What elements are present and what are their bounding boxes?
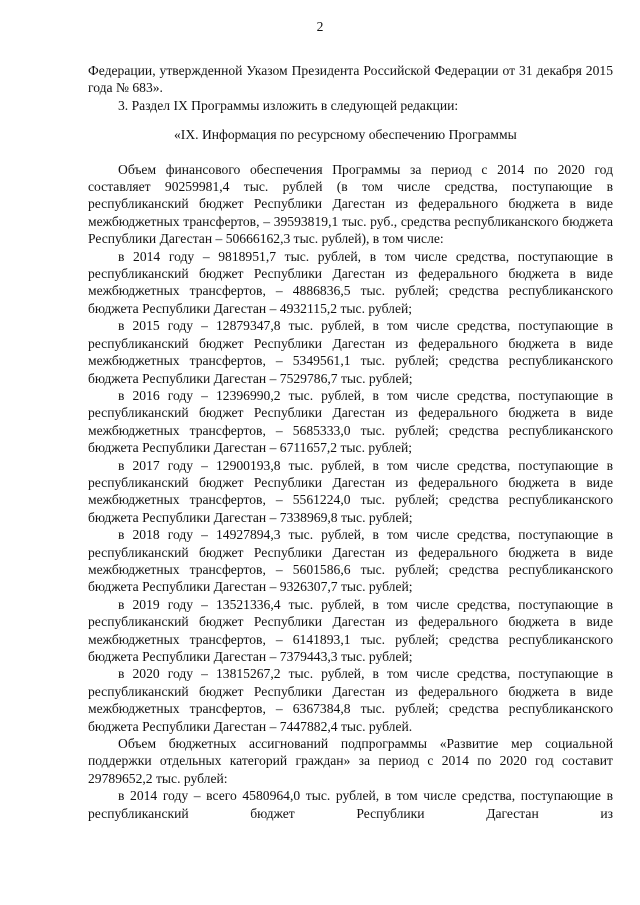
paragraph-subprogram-funding: Объем бюджетных ассигнований подпрограммы «Развитие мер социальной поддержки отдельных категорий граждан» за период с 2014 по 2020 год составит 29789652,2 тыс. рублей: <box>88 736 613 786</box>
page-number: 2 <box>316 19 324 34</box>
paragraph-year-2016: в 2016 году – 12396990,2 тыс. рублей, в том числе средства, поступающие в республиканский бюджет Республики Дагестан из федерального бюджета в виде межбюджетных трансфертов, – 5685333,0 тыс. рублей; средства республиканского бюджета Республики Дагестан – 6711657,2 тыс. рублей; <box>88 387 613 456</box>
paragraph-year-2014: в 2014 году – 9818951,7 тыс. рублей, в том числе средства, поступающие в республиканский бюджет Республики Дагестан из федерального бюджета в виде межбюджетных трансфертов, – 4886836,5 тыс. рублей; средства республиканского бюджета Республики Дагестан – 4932115,2 тыс. рублей; <box>88 248 613 316</box>
paragraph-year-2015: в 2015 году – 12879347,8 тыс. рублей, в том числе средства, поступающие в республиканский бюджет Республики Дагестан из федерального бюджета в виде межбюджетных трансфертов, – 5349561,1 тыс. рублей; средства республиканского бюджета Республики Дагестан – 7529786,7 тыс. рублей; <box>88 318 613 386</box>
document-body <box>88 62 613 822</box>
paragraph-year-2017: в 2017 году – 12900193,8 тыс. рублей, в том числе средства, поступающие в республиканский бюджет Республики Дагестан из федерального бюджета в виде межбюджетных трансфертов, – 5561224,0 тыс. рублей; средства республиканского бюджета Республики Дагестан – 7338969,8 тыс. рублей; <box>88 457 613 525</box>
paragraph-year-2018: в 2018 году – 14927894,3 тыс. рублей, в том числе средства, поступающие в республиканский бюджет Республики Дагестан из федерального бюджета в виде межбюджетных трансфертов, – 5601586,6 тыс. рублей; средства республиканского бюджета Республики Дагестан – 9326307,7 тыс. рублей; <box>88 527 613 595</box>
paragraph-decree-reference: Федерации, утвержденной Указом Президента Российской Федерации от 31 декабря 2015 года № 683». <box>88 63 613 96</box>
section-heading: «IX. Информация по ресурсному обеспечению Программы <box>174 127 517 143</box>
paragraph-section-instruction: 3. Раздел IX Программы изложить в следующей редакции: <box>118 97 459 113</box>
paragraph-total-funding: Объем финансового обеспечения Программы за период с 2014 по 2020 год составляет 90259981,4 тыс. рублей (в том числе средства, поступающие в республиканский бюджет Республики Дагестан из федерального бюджета в виде межбюджетных трансфертов, – 39593819,1 тыс. руб., средства республиканского бюджета Республики Дагестан – 50666162,3 тыс. рублей), в том числе: <box>88 161 613 247</box>
paragraph-subprogram-2014: в 2014 году – всего 4580964,0 тыс. рублей, в том числе средства, поступающие в республиканский бюджет Республики Дагестан из <box>88 788 613 821</box>
paragraph-year-2020: в 2020 году – 13815267,2 тыс. рублей, в том числе средства, поступающие в республиканский бюджет Республики Дагестан из федерального бюджета в виде межбюджетных трансфертов, – 6367384,8 тыс. рублей; средства республиканского бюджета Республики Дагестан – 7447882,4 тыс. рублей. <box>88 666 613 734</box>
paragraph-year-2019: в 2019 году – 13521336,4 тыс. рублей, в том числе средства, поступающие в республиканский бюджет Республики Дагестан из федерального бюджета в виде межбюджетных трансфертов, – 6141893,1 тыс. рублей; средства республиканского бюджета Республики Дагестан – 7379443,3 тыс. рублей; <box>88 596 613 664</box>
